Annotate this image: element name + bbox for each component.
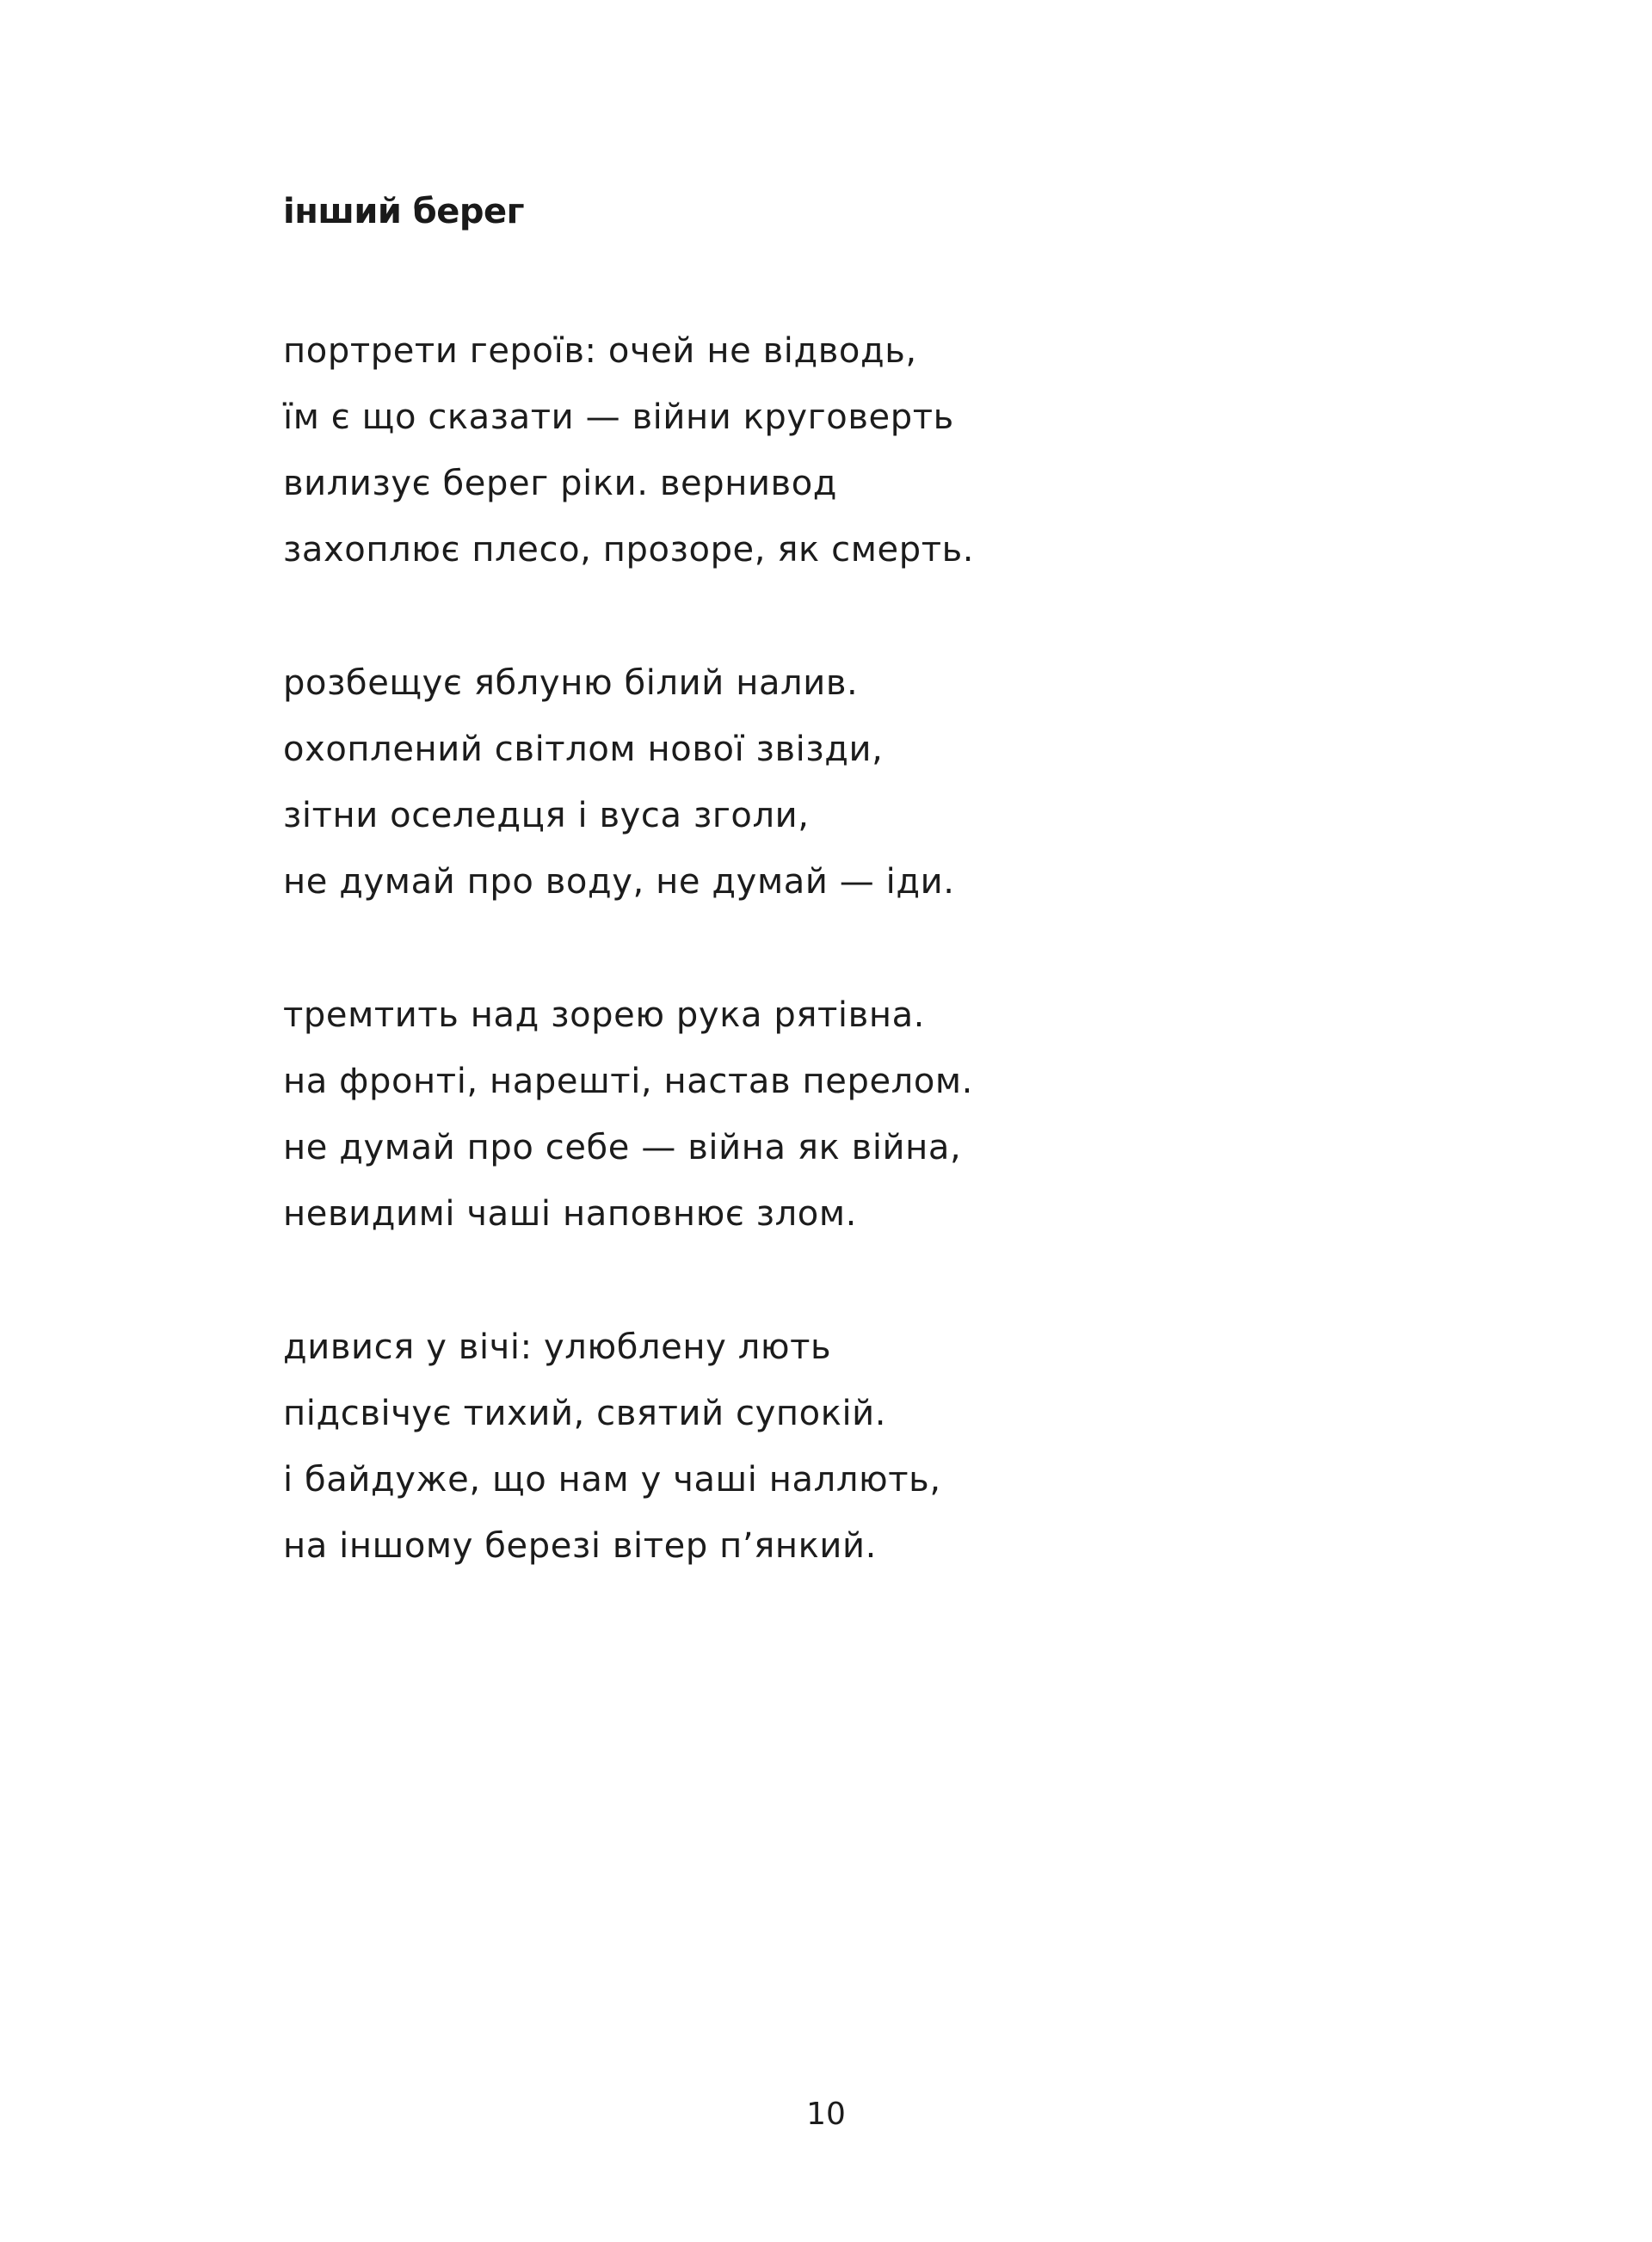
stanza-2 <box>283 650 974 915</box>
poem-line: охоплений світлом нової звізди, <box>283 730 884 769</box>
poem-line: захоплює плесо, прозоре, як смерть. <box>283 530 975 570</box>
poem-line: і байдуже, що нам у чаші наллють, <box>283 1460 941 1500</box>
poem-line: на фронті, нарешті, настав перелом. <box>283 1062 973 1101</box>
poem-title: інший берег <box>283 192 525 231</box>
poem-line: портрети героїв: очей не відводь, <box>283 331 917 371</box>
poem-line: дивися у вічі: улюблену лють <box>283 1327 832 1367</box>
poem-line: розбещує яблуню білий налив. <box>283 663 859 703</box>
poem-line: вилизує берег ріки. вернивод <box>283 464 838 503</box>
stanza-4 <box>283 1315 974 1580</box>
poem-line: тремтить над зорею рука рятівна. <box>283 995 925 1035</box>
poem-line: підсвічує тихий, святий супокій. <box>283 1394 887 1433</box>
poem-line: зітни оселедця і вуса зголи, <box>283 796 810 835</box>
poem-line: їм є що сказати — війни круговерть <box>283 397 954 437</box>
poem-line: невидимі чаші наповнює злом. <box>283 1194 857 1234</box>
poem-body <box>283 318 974 1647</box>
stanza-1 <box>283 318 974 583</box>
stanza-3 <box>283 982 974 1247</box>
poem-line: не думай про воду, не думай — іди. <box>283 862 955 902</box>
page-number: 10 <box>806 2097 846 2132</box>
poem-line: на іншому березі вітер п’янкий. <box>283 1526 877 1566</box>
poem-line: не думай про себе — війна як війна, <box>283 1128 962 1167</box>
